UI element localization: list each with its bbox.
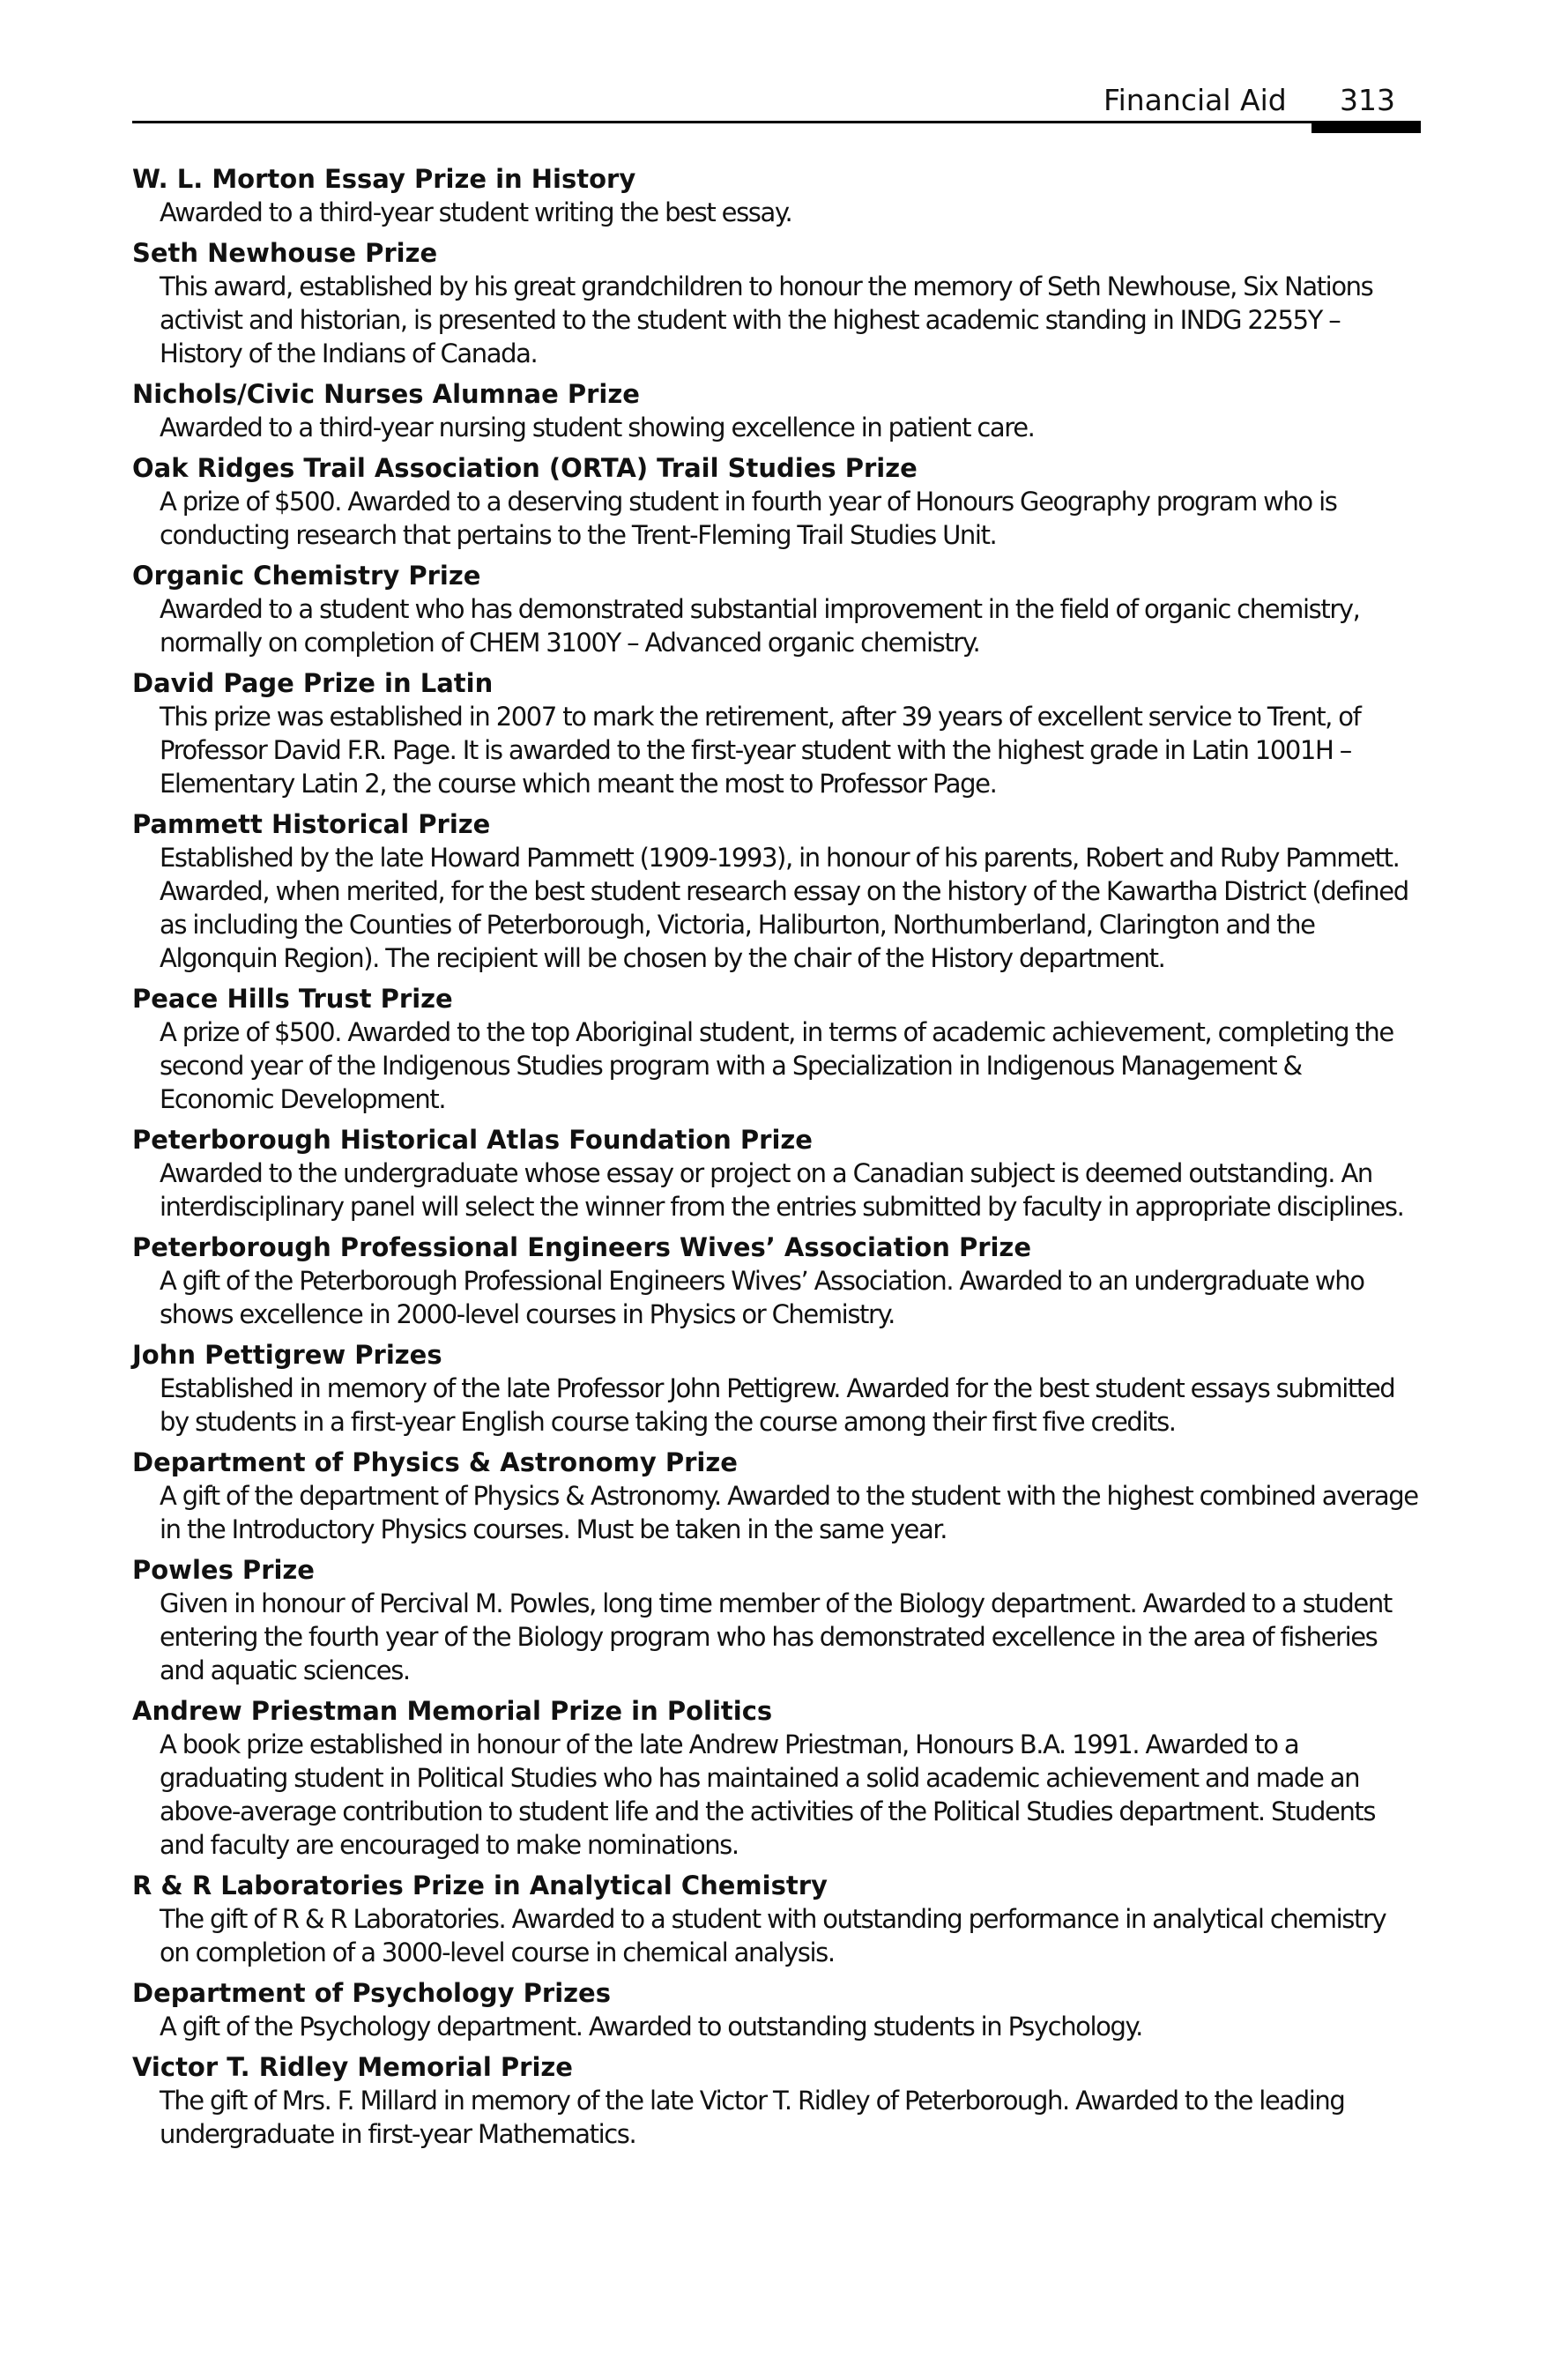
header-tab-bar [1312,123,1421,133]
prize-list [132,162,1421,2158]
prize-description: Established by the late Howard Pammett (1909-1993), in honour of his parents, Robert and Ruby Pammett. Awarded, when merited, for the best student research essay on the history of the Kawartha District (defined as including the Counties of Peterborough, Victoria, Haliburton, Northumberland, Clarington and the Algonquin Region). The recipient will be chosen by the chair of the History department. [160,843,1408,973]
prize-title: Department of Psychology Prizes [132,1978,611,2008]
prize-entry [132,1694,1421,1862]
prize-description: A gift of the Psychology department. Awarded to outstanding students in Psychology. [160,2012,1142,2042]
prize-title: David Page Prize in Latin [132,668,494,698]
prize-title: R & R Laboratories Prize in Analytical Chemistry [132,1871,828,1900]
prize-description: A prize of $500. Awarded to the top Aboriginal student, in terms of academic achievement, completing the second year of the Indigenous Studies program with a Specialization in Indigenous Management & Economic Development. [160,1017,1393,1114]
prize-entry [132,666,1421,800]
prize-title: Peace Hills Trust Prize [132,984,453,1014]
prize-description: This prize was established in 2007 to mark the retirement, after 39 years of excellent service to Trent, of Professor David F.R. Page. It is awarded to the first-year student with the highest grade in Latin 1001H – Elementary Latin 2, the course which meant the most to Professor Page. [160,702,1361,799]
prize-title: W. L. Morton Essay Prize in History [132,164,636,194]
running-header-section: Financial Aid [1103,83,1287,117]
prize-title: Nichols/Civic Nurses Alumnae Prize [132,379,640,409]
prize-title: Peterborough Historical Atlas Foundation Prize [132,1125,813,1155]
prize-entry [132,1338,1421,1439]
prize-title: Department of Physics & Astronomy Prize [132,1447,738,1477]
prize-description: A prize of $500. Awarded to a deserving student in fourth year of Honours Geography program who is conducting research that pertains to the Trent-Fleming Trail Studies Unit. [160,487,1337,550]
prize-entry [132,559,1421,659]
prize-title: Pammett Historical Prize [132,809,491,839]
prize-description: The gift of Mrs. F. Millard in memory of the late Victor T. Ridley of Peterborough. Awarded to the leading undergraduate in first-year Mathematics. [160,2086,1345,2149]
prize-description: Established in memory of the late Professor John Pettigrew. Awarded for the best student essays submitted by students in a first-year English course taking the course among their first five credits. [160,1373,1395,1437]
prize-entry [132,1553,1421,1687]
prize-entry [132,236,1421,370]
prize-entry [132,982,1421,1116]
prize-title: John Pettigrew Prizes [132,1340,442,1370]
prize-entry [132,1869,1421,1969]
prize-description: The gift of R & R Laboratories. Awarded to a student with outstanding performance in analytical chemistry on completion of a 3000-level course in chemical analysis. [160,1904,1386,1967]
prize-description: Awarded to the undergraduate whose essay or project on a Canadian subject is deemed outstanding. An interdisciplinary panel will select the winner from the entries submitted by faculty in appropriate disciplines. [160,1158,1404,1222]
prize-entry [132,1231,1421,1331]
prize-entry [132,1446,1421,1546]
prize-description: Given in honour of Percival M. Powles, long time member of the Biology department. Awarded to a student entering the fourth year of the Biology program who has demonstrated excellence in the area of fisheries and aquatic sciences. [160,1588,1392,1685]
prize-entry [132,377,1421,444]
prize-entry [132,1123,1421,1223]
prize-description: A book prize established in honour of the late Andrew Priestman, Honours B.A. 1991. Awarded to a graduating student in Political Studies who has maintained a solid academic achievement and made an above-average contribution to student life and the activities of the Political Studies department. Students and faculty are encouraged to make nominations. [160,1729,1376,1860]
prize-title: Oak Ridges Trail Association (ORTA) Trail Studies Prize [132,453,918,483]
prize-entry [132,2050,1421,2151]
prize-entry [132,451,1421,552]
header-rule [132,121,1421,123]
prize-title: Victor T. Ridley Memorial Prize [132,2052,573,2082]
prize-entry [132,807,1421,975]
prize-description: Awarded to a third-year nursing student showing excellence in patient care. [160,413,1035,443]
prize-title: Andrew Priestman Memorial Prize in Politics [132,1696,773,1726]
prize-entry [132,1976,1421,2043]
prize-description: Awarded to a third-year student writing the best essay. [160,197,792,227]
prize-description: This award, established by his great grandchildren to honour the memory of Seth Newhouse, Six Nations activist and historian, is presented to the student with the highest academic standing in INDG 2255Y – History of the Indians of Canada. [160,271,1373,368]
page-number: 313 [1340,83,1395,117]
prize-description: A gift of the Peterborough Professional Engineers Wives’ Association. Awarded to an undergraduate who shows excellence in 2000-level courses in Physics or Chemistry. [160,1266,1364,1329]
prize-title: Seth Newhouse Prize [132,238,438,268]
prize-description: Awarded to a student who has demonstrated substantial improvement in the field of organic chemistry, normally on completion of CHEM 3100Y – Advanced organic chemistry. [160,594,1360,658]
prize-entry [132,162,1421,229]
prize-title: Organic Chemistry Prize [132,561,481,591]
prize-title: Peterborough Professional Engineers Wives’ Association Prize [132,1232,1031,1262]
prize-description: A gift of the department of Physics & Astronomy. Awarded to the student with the highest combined average in the Introductory Physics courses. Must be taken in the same year. [160,1481,1418,1544]
prize-title: Powles Prize [132,1555,315,1585]
